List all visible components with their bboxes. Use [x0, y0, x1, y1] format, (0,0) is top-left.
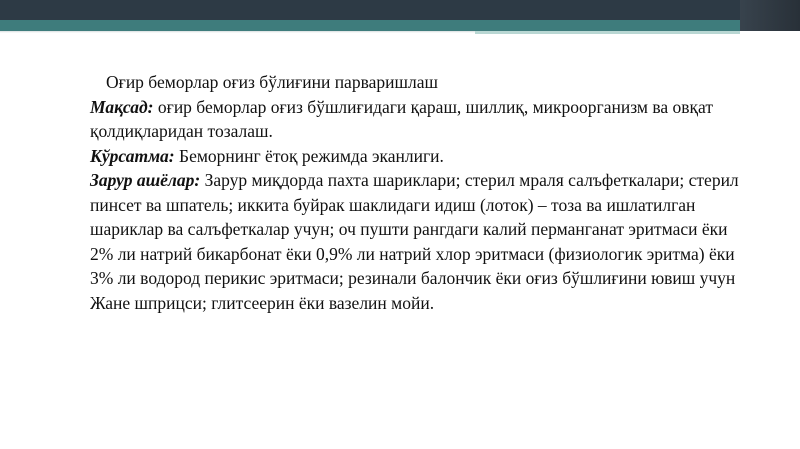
header-shadow [0, 31, 475, 33]
indication-label: Кўрсатма: [90, 145, 175, 166]
header-accent-bar [0, 20, 740, 31]
header-light-line [475, 31, 740, 34]
equipment-label: Зарур ашёлар: [90, 170, 201, 190]
header-band [0, 0, 800, 20]
header-corner-block [740, 0, 800, 31]
equipment-paragraph [90, 168, 750, 315]
equipment-text: Зарур миқдорда пахта шариклари; стерил мраля салъфеткалари; стерил пинсет ва шпатель; иккита буйрак шаклидаги идиш (лоток) – тоза ва ишлатилган шариклар ва салъфеткалар учун; оч пушти рангдаги калий перманганат эритмаси ёки 2% ли натрий бикарбонат ёки 0,9% ли натрий хлор эритмаси (физиологик эритма) ёки 3% ли водород перикис эритмаси; резинали балончик ёки оғиз бўшлиғини ювиш учун Жане шприцси; глитсеерин ёки вазелин мойи. [90, 170, 739, 313]
indication-text: Беморнинг ётоқ режимда эканлиги. [174, 145, 444, 166]
slide-content [90, 70, 750, 315]
purpose-text: оғир беморлар оғиз бўшлиғидаги қараш, шиллиқ, микроорганизм ва овқат қолдиқларидан тозалаш. [90, 96, 713, 141]
purpose-paragraph [90, 95, 750, 144]
slide-title: Оғир беморлар оғиз бўлиғини парваришлаш [106, 72, 438, 92]
purpose-label: Мақсад: [90, 96, 154, 117]
indication-paragraph [90, 144, 750, 169]
